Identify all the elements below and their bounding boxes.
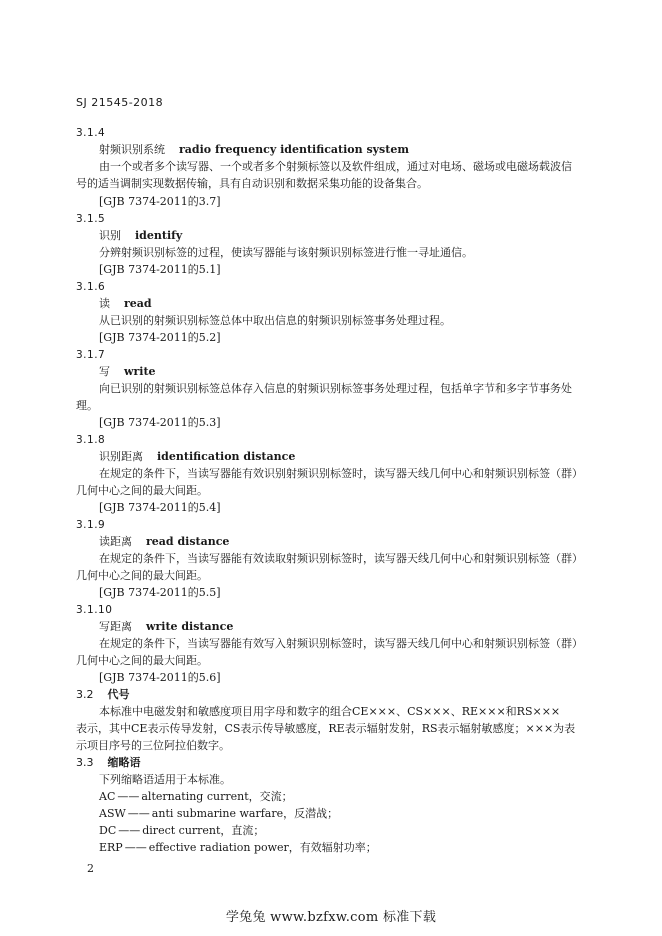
abbreviation-entry xyxy=(99,824,264,838)
body-text: 下列缩略语适用于本标准。 xyxy=(99,773,231,786)
definition-text: 在规定的条件下，当读写器能有效读取射频识别标签时，读写器天线几何中心和射频识别标签（群） xyxy=(99,552,583,565)
abbreviation-definition: anti submarine warfare，反潜战； xyxy=(151,807,339,820)
term-cn: 读 xyxy=(99,297,110,310)
clause-number: 3.1.7 xyxy=(76,349,106,361)
definition-text: 分辨射频识别标签的过程，使读写器能与该射频识别标签进行惟一寻址通信。 xyxy=(99,246,473,259)
abbreviation: DC xyxy=(99,824,117,837)
abbreviation-definition: alternating current，交流； xyxy=(141,790,293,803)
source-reference: [GJB 7374-2011的3.7] xyxy=(99,195,221,208)
clause-number: 3.1.9 xyxy=(76,519,106,531)
document-id: SJ 21545-2018 xyxy=(76,96,164,109)
page-number: 2 xyxy=(87,862,94,875)
definition-text: 在规定的条件下，当读写器能有效识别射频识别标签时，读写器天线几何中心和射频识别标签（群） xyxy=(99,467,583,480)
abbreviation-dash: —— xyxy=(127,807,150,820)
section-heading xyxy=(76,688,130,702)
abbreviation-entry xyxy=(99,790,293,804)
section-title: 缩略语 xyxy=(107,756,141,769)
abbreviation-dash: —— xyxy=(124,841,147,854)
term-heading xyxy=(99,229,182,243)
abbreviation-dash: —— xyxy=(117,790,140,803)
abbreviation-definition: direct current，直流； xyxy=(142,824,265,837)
definition-text: 在规定的条件下，当读写器能有效写入射频识别标签时，读写器天线几何中心和射频识别标签（群） xyxy=(99,637,583,650)
source-reference: [GJB 7374-2011的5.2] xyxy=(99,331,221,344)
definition-text: 从已识别的射频识别标签总体中取出信息的射频识别标签事务处理过程。 xyxy=(99,314,451,327)
definition-text: 几何中心之间的最大间距。 xyxy=(76,484,208,497)
source-reference: [GJB 7374-2011的5.5] xyxy=(99,586,221,599)
body-text: 示项目序号的三位阿拉伯数字。 xyxy=(76,739,230,752)
definition-text: 向已识别的射频识别标签总体存入信息的射频识别标签事务处理过程，包括单字节和多字节事务处 xyxy=(99,382,572,395)
abbreviation: AC xyxy=(99,790,116,803)
definition-text: 几何中心之间的最大间距。 xyxy=(76,569,208,582)
term-heading xyxy=(99,450,295,464)
term-cn: 写 xyxy=(99,365,110,378)
section-number: 3.3 xyxy=(76,756,94,769)
clause-number: 3.1.6 xyxy=(76,281,106,293)
term-cn: 写距离 xyxy=(99,620,132,633)
term-en: write xyxy=(124,365,156,378)
term-en: identify xyxy=(135,229,183,242)
term-cn: 读距离 xyxy=(99,535,132,548)
abbreviation-definition: effective radiation power，有效辐射功率； xyxy=(148,841,377,854)
term-cn: 射频识别系统 xyxy=(99,143,165,156)
term-cn: 识别距离 xyxy=(99,450,143,463)
section-heading xyxy=(76,756,141,770)
abbreviation: ASW xyxy=(99,807,126,820)
term-en: radio frequency identification system xyxy=(179,143,409,156)
abbreviation-entry xyxy=(99,807,338,821)
term-heading xyxy=(99,297,152,311)
body-text: 本标准中电磁发射和敏感度项目用字母和数字的组合CE×××、CS×××、RE×××和RS××× xyxy=(99,705,561,718)
site-footer-watermark: 学兔兔 www.bzfxw.com 标准下载 xyxy=(225,910,437,925)
term-cn: 识别 xyxy=(99,229,121,242)
section-number: 3.2 xyxy=(76,688,94,701)
clause-number: 3.1.8 xyxy=(76,434,106,446)
term-en: read distance xyxy=(146,535,230,548)
body-text: 表示，其中CE表示传导发射，CS表示传导敏感度，RE表示辐射发射，RS表示辐射敏感度；×××为表 xyxy=(76,722,576,735)
clause-number: 3.1.4 xyxy=(76,127,106,139)
source-reference: [GJB 7374-2011的5.6] xyxy=(99,671,221,684)
term-en: write distance xyxy=(146,620,234,633)
term-en: identification distance xyxy=(157,450,296,463)
term-heading xyxy=(99,143,409,157)
source-reference: [GJB 7374-2011的5.1] xyxy=(99,263,221,276)
definition-text: 几何中心之间的最大间距。 xyxy=(76,654,208,667)
clause-number: 3.1.10 xyxy=(76,604,113,616)
term-heading xyxy=(99,620,233,634)
abbreviation: ERP xyxy=(99,841,123,854)
definition-text: 理。 xyxy=(76,399,98,412)
clause-number: 3.1.5 xyxy=(76,213,106,225)
term-heading xyxy=(99,535,229,549)
source-reference: [GJB 7374-2011的5.4] xyxy=(99,501,221,514)
term-heading xyxy=(99,365,156,379)
section-title: 代号 xyxy=(107,688,130,701)
definition-text: 号的适当调制实现数据传输，具有自动识别和数据采集功能的设备集合。 xyxy=(76,177,428,190)
definition-text: 由一个或者多个读写器、一个或者多个射频标签以及软件组成，通过对电场、磁场或电磁场载波信 xyxy=(99,160,572,173)
abbreviation-entry xyxy=(99,841,377,855)
term-en: read xyxy=(124,297,152,310)
source-reference: [GJB 7374-2011的5.3] xyxy=(99,416,221,429)
abbreviation-dash: —— xyxy=(118,824,141,837)
